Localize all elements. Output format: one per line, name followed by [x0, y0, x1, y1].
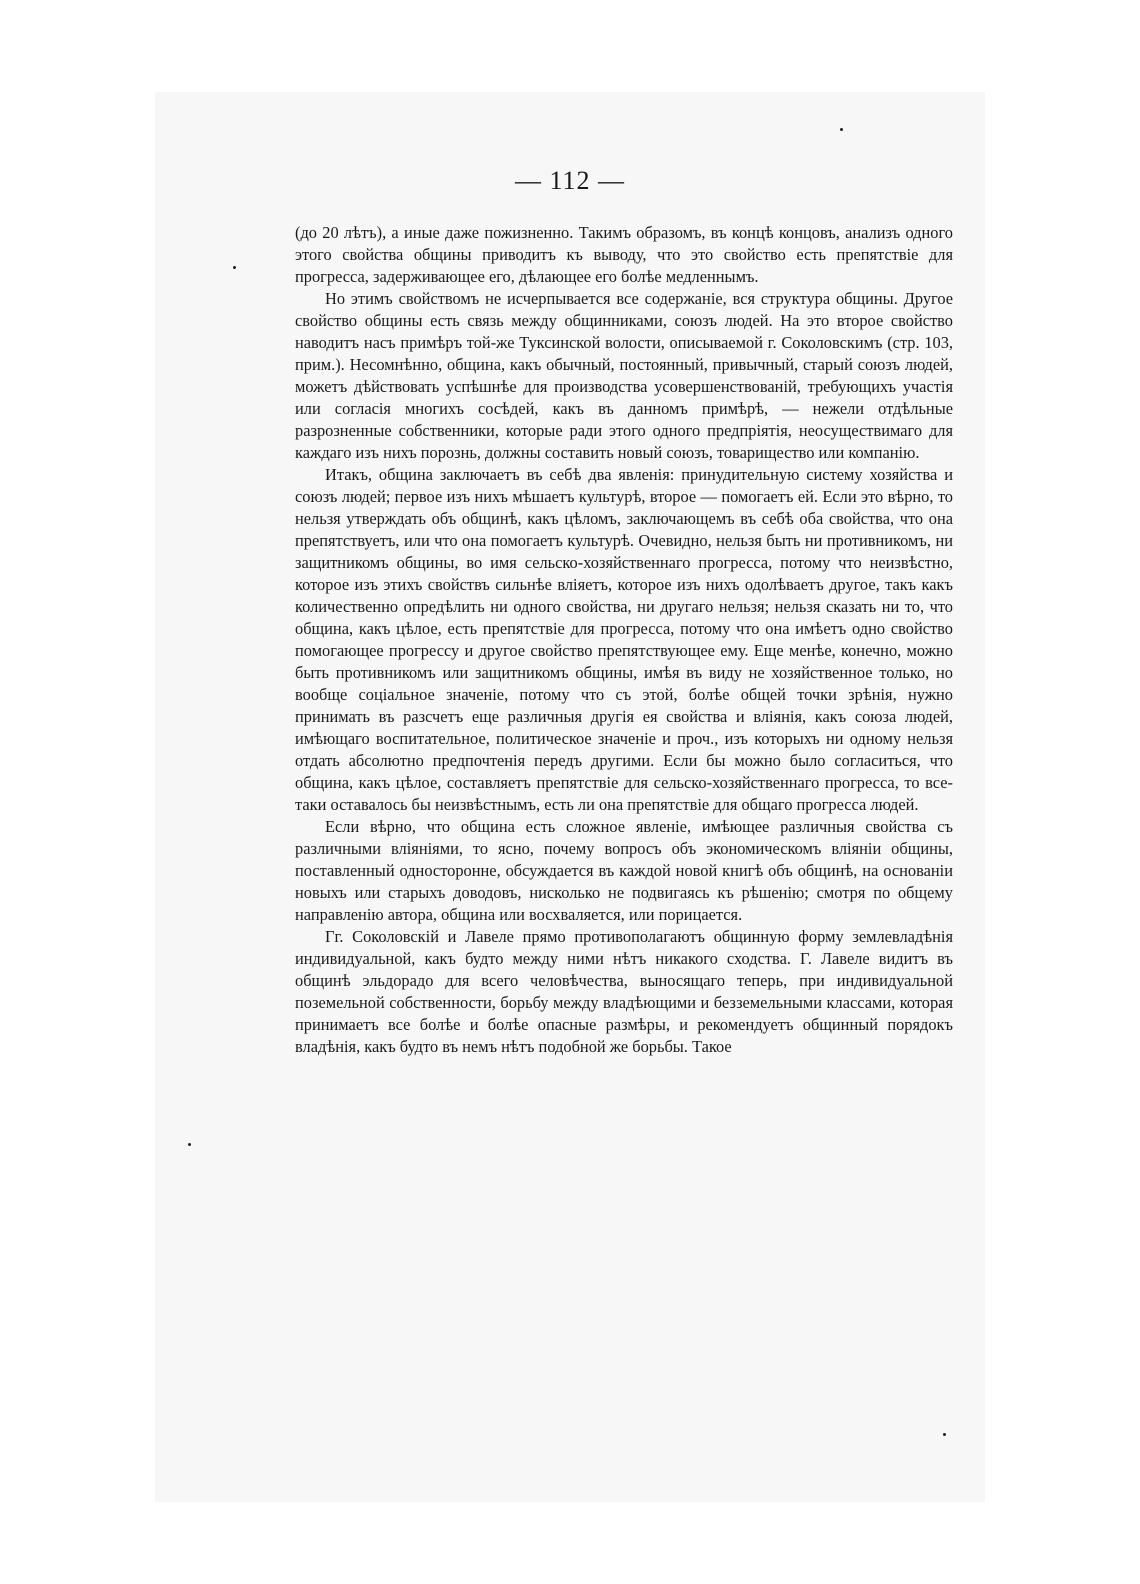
paragraph-3: Итакъ, община заключаетъ въ себѣ два явленія: принудительную систему хозяйства и союзъ людей; первое изъ нихъ мѣшаетъ культурѣ, второе — помогаетъ ей. Если это вѣрно, то нельзя утверждать объ общинѣ, какъ цѣломъ, заключающемъ въ себѣ оба свойства, что она препятствуетъ, или что она помогаетъ культурѣ. Очевидно, нельзя быть ни противникомъ, ни защитникомъ общины, во имя сельско-хозяйственнаго прогресса, потому что неизвѣстно, которое изъ этихъ свойствъ сильнѣе вліяетъ, которое изъ нихъ одолѣваетъ другое, такъ какъ количественно опредѣлить ни одного свойства, ни другаго нельзя; нельзя сказать ни то, что община, какъ цѣлое, есть препятствіе для прогресса, потому что она имѣетъ одно свойство помогающее прогрессу и другое свойство препятствующее ему. Еще менѣе, конечно, можно быть противникомъ или защитникомъ общины, имѣя въ виду не хозяйственное только, но вообще соціальное значеніе, потому что съ этой, болѣе общей точки зрѣнія, нужно принимать въ разсчетъ еще различныя другія ея свойства и вліянія, какъ союза людей, имѣющаго воспитательное, политическое значеніе и проч., изъ которыхъ ни одному нельзя отдать абсолютно предпочтенія передъ другими. Если бы можно было согласиться, что община, какъ цѣлое, составляетъ препятствіе для сельско-хозяйственнаго прогресса, то все-таки оставалось бы неизвѣстнымъ, есть ли она препятствіе для общаго прогресса людей.: [295, 465, 953, 814]
scan-speck: [188, 1143, 191, 1146]
scan-speck: [943, 1433, 946, 1436]
page-number: — 112 —: [514, 166, 626, 195]
paragraph-5: Гг. Соколовскій и Лавеле прямо противополагаютъ общинную форму землевладѣнія индивидуальной, какъ будто между ними нѣтъ никакого сходства. Г. Лавеле видитъ въ общинѣ эльдорадо для всего человѣчества, выносящаго теперь, при индивидуальной поземельной собственности, борьбу между владѣющими и безземельными классами, которая принимаетъ все болѣе и болѣе опасные размѣры, и рекомендуетъ общинный порядокъ владѣнія, какъ будто въ немъ нѣтъ подобной же борьбы. Такое: [295, 927, 953, 1056]
paragraph-4: Если вѣрно, что община есть сложное явленіе, имѣющее различныя свойства съ различными вліяніями, то ясно, почему вопросъ объ экономическомъ вліяніи общины, поставленный односторонне, обсуждается въ каждой новой книгѣ объ общинѣ, на основаніи новыхъ или старыхъ доводовъ, нисколько не подвигаясь къ рѣшенію; смотря по общему направленію автора, община или восхваляется, или порицается.: [295, 817, 953, 924]
scan-speck: [233, 266, 236, 269]
body-text: [295, 222, 953, 1058]
paragraph-1: (до 20 лѣтъ), а иные даже пожизненно. Такимъ образомъ, въ концѣ концовъ, анализъ одного этого свойства общины приводитъ къ выводу, что это свойство есть препятствіе для прогресса, задерживающее его, дѣлающее его болѣе медленнымъ.: [295, 223, 953, 286]
scan-speck: [840, 128, 843, 131]
paragraph-2: Но этимъ свойствомъ не исчерпывается все содержаніе, вся структура общины. Другое свойство общины есть связь между общинниками, союзъ людей. На это второе свойство наводитъ насъ примѣръ той-же Туксинской волости, описываемой г. Соколовскимъ (стр. 103, прим.). Несомнѣнно, община, какъ обычный, постоянный, привычный, старый союзъ людей, можетъ дѣйствовать успѣшнѣе для производства усовершенствованій, требующихъ участія или согласія многихъ сосѣдей, какъ въ данномъ примѣрѣ, — нежели отдѣльные разрозненные собственники, которые ради этого одного предпріятія, неосуществимаго для каждаго изъ нихъ порознь, должны составить новый союзъ, товарищество или компанію.: [295, 289, 953, 462]
